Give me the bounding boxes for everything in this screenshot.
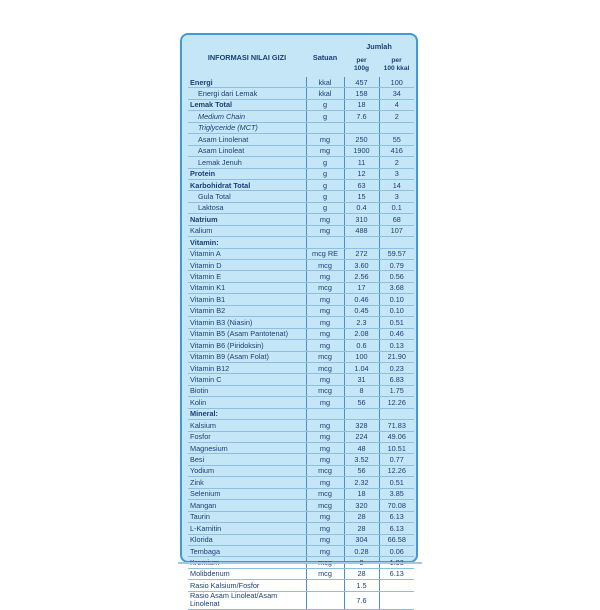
value-per-100g: 328 — [344, 420, 379, 431]
nutrient-name: Magnesium — [188, 443, 306, 454]
nutrient-row — [188, 397, 414, 408]
value-per-100g: 272 — [344, 248, 379, 259]
nutrient-row — [188, 454, 414, 465]
value-per-100kkal — [379, 408, 414, 419]
nutrient-name: Vitamin C — [188, 374, 306, 385]
value-per-100kkal: 68 — [379, 214, 414, 225]
nutrient-unit: mcg — [306, 465, 344, 476]
nutrient-row — [188, 271, 414, 282]
value-per-100kkal: 34 — [379, 88, 414, 99]
nutrient-row — [188, 488, 414, 499]
value-per-100g: 56 — [344, 397, 379, 408]
nutrient-row — [188, 580, 414, 591]
nutrient-row — [188, 545, 414, 556]
nutrient-name: Vitamin B6 (Piridoksin) — [188, 340, 306, 351]
value-per-100g: 15 — [344, 191, 379, 202]
nutrient-unit: mg — [306, 317, 344, 328]
value-per-100kkal: 12.26 — [379, 397, 414, 408]
nutrient-unit: mcg — [306, 568, 344, 579]
value-per-100g: 2.32 — [344, 477, 379, 488]
value-per-100kkal: 6.13 — [379, 523, 414, 534]
value-per-100kkal: 4 — [379, 99, 414, 110]
value-per-100g: 2.08 — [344, 328, 379, 339]
nutrient-row — [188, 294, 414, 305]
nutrient-name: Fosfor — [188, 431, 306, 442]
nutrient-unit: mg — [306, 523, 344, 534]
nutrient-unit: g — [306, 111, 344, 122]
nutrient-unit: mg — [306, 225, 344, 236]
nutrient-unit: mcg — [306, 362, 344, 373]
value-per-100kkal — [379, 237, 414, 248]
value-per-100kkal: 14 — [379, 179, 414, 190]
amount-column-header: Jumlah — [366, 42, 392, 52]
nutrient-row — [188, 122, 414, 133]
value-per-100g: 100 — [344, 351, 379, 362]
nutrient-row — [188, 134, 414, 145]
nutrient-name: Klorida — [188, 534, 306, 545]
nutrient-unit: g — [306, 179, 344, 190]
value-per-100g: 31 — [344, 374, 379, 385]
nutrient-row — [188, 534, 414, 545]
nutrient-unit: mcg — [306, 282, 344, 293]
value-per-100g: 488 — [344, 225, 379, 236]
nutrient-name: Rasio Kalsium/Fosfor — [188, 580, 306, 591]
value-per-100g: 48 — [344, 443, 379, 454]
value-per-100kkal: 0.51 — [379, 477, 414, 488]
nutrient-row — [188, 568, 414, 579]
nutrient-unit — [306, 591, 344, 609]
nutrient-name: Tembaga — [188, 545, 306, 556]
nutrient-name: Laktosa — [188, 202, 306, 213]
nutrient-name: Vitamin D — [188, 260, 306, 271]
value-per-100g: 2.3 — [344, 317, 379, 328]
nutrient-name: Kolin — [188, 397, 306, 408]
nutrient-row — [188, 88, 414, 99]
nutrient-unit: mg — [306, 374, 344, 385]
bottom-divider — [178, 562, 422, 564]
nutrient-name: Zink — [188, 477, 306, 488]
nutrient-unit: mcg — [306, 488, 344, 499]
value-per-100g: 3.60 — [344, 260, 379, 271]
nutrient-name: Vitamin B12 — [188, 362, 306, 373]
nutrient-name: Asam Linoleat — [188, 145, 306, 156]
nutrient-name: Energi — [188, 77, 306, 88]
value-per-100kkal: 21.90 — [379, 351, 414, 362]
per-100g-header: per 100g — [353, 57, 370, 72]
value-per-100g: 158 — [344, 88, 379, 99]
nutrient-row — [188, 111, 414, 122]
nutrient-name: Asam Linolenat — [188, 134, 306, 145]
value-per-100kkal: 70.08 — [379, 500, 414, 511]
value-per-100kkal: 49.06 — [379, 431, 414, 442]
nutrient-name: Vitamin A — [188, 248, 306, 259]
nutrient-name: Vitamin B9 (Asam Folat) — [188, 351, 306, 362]
value-per-100g: 0.45 — [344, 305, 379, 316]
nutrient-name: Yodium — [188, 465, 306, 476]
value-per-100kkal — [379, 122, 414, 133]
value-per-100g: 224 — [344, 431, 379, 442]
value-per-100kkal — [379, 591, 414, 609]
nutrient-name: Taurin — [188, 511, 306, 522]
value-per-100kkal: 0.56 — [379, 271, 414, 282]
nutrition-table — [188, 40, 414, 610]
per-100kkal-header: per 100 kkal — [383, 57, 410, 72]
nutrient-row — [188, 351, 414, 362]
value-per-100g: 11 — [344, 157, 379, 168]
nutrient-unit: g — [306, 157, 344, 168]
nutrient-name: Vitamin B3 (Niasin) — [188, 317, 306, 328]
value-per-100kkal: 3 — [379, 168, 414, 179]
value-per-100kkal: 3.85 — [379, 488, 414, 499]
nutrient-row — [188, 77, 414, 88]
value-per-100g: 17 — [344, 282, 379, 293]
nutrient-unit: mg — [306, 305, 344, 316]
nutrient-name: Vitamin E — [188, 271, 306, 282]
nutrient-row — [188, 385, 414, 396]
nutrient-name: Kalium — [188, 225, 306, 236]
value-per-100kkal — [379, 580, 414, 591]
nutrient-row — [188, 408, 414, 419]
value-per-100kkal: 6.13 — [379, 568, 414, 579]
nutrient-unit: mcg — [306, 260, 344, 271]
value-per-100kkal: 0.06 — [379, 545, 414, 556]
nutrient-name: Biotin — [188, 385, 306, 396]
value-per-100kkal: 0.1 — [379, 202, 414, 213]
value-per-100g — [344, 122, 379, 133]
nutrient-name: Vitamin B1 — [188, 294, 306, 305]
nutrient-name: Molibdenum — [188, 568, 306, 579]
nutrient-name: Vitamin: — [188, 237, 306, 248]
nutrient-row — [188, 374, 414, 385]
value-per-100g: 320 — [344, 500, 379, 511]
nutrient-name: Lemak Total — [188, 99, 306, 110]
nutrient-row — [188, 591, 414, 609]
nutrient-row — [188, 443, 414, 454]
value-per-100kkal: 0.79 — [379, 260, 414, 271]
nutrient-row — [188, 477, 414, 488]
nutrient-row — [188, 317, 414, 328]
nutrient-name: Vitamin K1 — [188, 282, 306, 293]
nutrient-unit: mg — [306, 134, 344, 145]
value-per-100g — [344, 237, 379, 248]
value-per-100g: 63 — [344, 179, 379, 190]
nutrient-unit: mcg — [306, 385, 344, 396]
nutrient-unit: kkal — [306, 88, 344, 99]
value-per-100kkal: 3 — [379, 191, 414, 202]
nutrient-row — [188, 431, 414, 442]
value-per-100g: 28 — [344, 511, 379, 522]
value-per-100kkal: 12.26 — [379, 465, 414, 476]
value-per-100kkal: 416 — [379, 145, 414, 156]
nutrient-unit: mg — [306, 454, 344, 465]
nutrient-row — [188, 465, 414, 476]
nutrient-unit — [306, 408, 344, 419]
value-per-100kkal: 3.68 — [379, 282, 414, 293]
nutrient-rows — [188, 77, 414, 609]
value-per-100kkal: 55 — [379, 134, 414, 145]
nutrient-row — [188, 145, 414, 156]
value-per-100kkal: 0.46 — [379, 328, 414, 339]
nutrient-name: Kalsium — [188, 420, 306, 431]
value-per-100kkal: 10.51 — [379, 443, 414, 454]
nutrient-row — [188, 362, 414, 373]
nutrient-row — [188, 99, 414, 110]
nutrient-row — [188, 328, 414, 339]
nutrient-row — [188, 168, 414, 179]
unit-column-header: Satuan — [312, 53, 338, 63]
nutrient-unit: g — [306, 191, 344, 202]
value-per-100g: 0.6 — [344, 340, 379, 351]
value-per-100kkal: 6.13 — [379, 511, 414, 522]
nutrient-name: Karbohidrat Total — [188, 179, 306, 190]
nutrient-name: Besi — [188, 454, 306, 465]
value-per-100g: 0.4 — [344, 202, 379, 213]
nutrient-unit: mcg — [306, 351, 344, 362]
nutrient-unit: mg — [306, 511, 344, 522]
nutrient-name: Natrium — [188, 214, 306, 225]
nutrient-unit: mg — [306, 443, 344, 454]
value-per-100g: 0.46 — [344, 294, 379, 305]
nutrient-row — [188, 420, 414, 431]
nutrient-name: Gula Total — [188, 191, 306, 202]
nutrient-unit: mg — [306, 340, 344, 351]
value-per-100kkal: 0.51 — [379, 317, 414, 328]
nutrient-name: Triglyceride (MCT) — [188, 122, 306, 133]
nutrient-unit: g — [306, 202, 344, 213]
value-per-100kkal: 0.77 — [379, 454, 414, 465]
nutrient-row — [188, 157, 414, 168]
value-per-100g: 457 — [344, 77, 379, 88]
value-per-100kkal: 1.75 — [379, 385, 414, 396]
value-per-100g: 56 — [344, 465, 379, 476]
nutrient-unit: mg — [306, 545, 344, 556]
value-per-100g: 250 — [344, 134, 379, 145]
nutrient-unit: kkal — [306, 77, 344, 88]
value-per-100g: 310 — [344, 214, 379, 225]
nutrient-unit — [306, 580, 344, 591]
value-per-100g: 18 — [344, 488, 379, 499]
nutrient-unit: mg — [306, 397, 344, 408]
value-per-100kkal: 0.10 — [379, 305, 414, 316]
nutrient-unit — [306, 122, 344, 133]
value-per-100g — [344, 408, 379, 419]
nutrient-row — [188, 214, 414, 225]
value-per-100g: 1.5 — [344, 580, 379, 591]
value-per-100g: 28 — [344, 523, 379, 534]
value-per-100kkal: 71.83 — [379, 420, 414, 431]
value-per-100g: 7.6 — [344, 111, 379, 122]
nutrient-name: Mineral: — [188, 408, 306, 419]
value-per-100kkal: 6.83 — [379, 374, 414, 385]
nutrient-row — [188, 500, 414, 511]
value-per-100kkal: 0.13 — [379, 340, 414, 351]
value-per-100g: 3.52 — [344, 454, 379, 465]
value-per-100g: 7.6 — [344, 591, 379, 609]
value-per-100kkal: 59.57 — [379, 248, 414, 259]
value-per-100g: 1900 — [344, 145, 379, 156]
table-title: INFORMASI NILAI GIZI — [207, 53, 287, 63]
nutrient-row — [188, 237, 414, 248]
nutrient-name: Vitamin B5 (Asam Pantotenat) — [188, 328, 306, 339]
nutrient-unit: mg — [306, 431, 344, 442]
value-per-100g: 2.56 — [344, 271, 379, 282]
value-per-100g: 8 — [344, 385, 379, 396]
value-per-100kkal: 100 — [379, 77, 414, 88]
nutrient-row — [188, 523, 414, 534]
nutrient-unit: mg — [306, 271, 344, 282]
value-per-100kkal: 107 — [379, 225, 414, 236]
value-per-100kkal: 0.23 — [379, 362, 414, 373]
nutrient-row — [188, 191, 414, 202]
value-per-100g: 304 — [344, 534, 379, 545]
nutrient-row — [188, 202, 414, 213]
nutrient-row — [188, 248, 414, 259]
nutrient-row — [188, 282, 414, 293]
nutrient-row — [188, 340, 414, 351]
nutrient-name: Rasio Asam Linoleat/Asam Linolenat — [188, 591, 306, 609]
value-per-100g: 18 — [344, 99, 379, 110]
nutrient-name: Protein — [188, 168, 306, 179]
value-per-100g: 0.28 — [344, 545, 379, 556]
nutrient-unit: mg — [306, 214, 344, 225]
nutrient-row — [188, 179, 414, 190]
value-per-100kkal: 2 — [379, 157, 414, 168]
nutrient-name: Mangan — [188, 500, 306, 511]
nutrient-unit: mg — [306, 420, 344, 431]
nutrient-row — [188, 511, 414, 522]
nutrient-row — [188, 260, 414, 271]
nutrient-name: Lemak Jenuh — [188, 157, 306, 168]
nutrient-name: Vitamin B2 — [188, 305, 306, 316]
nutrient-unit: mg — [306, 328, 344, 339]
nutrition-facts-panel — [180, 33, 418, 609]
nutrient-unit: mcg — [306, 500, 344, 511]
nutrient-unit: mg — [306, 534, 344, 545]
value-per-100kkal: 0.10 — [379, 294, 414, 305]
nutrient-row — [188, 305, 414, 316]
nutrient-unit: g — [306, 168, 344, 179]
nutrient-unit: g — [306, 99, 344, 110]
nutrient-name: L-Karnitin — [188, 523, 306, 534]
value-per-100kkal: 66.58 — [379, 534, 414, 545]
nutrient-unit: mg — [306, 294, 344, 305]
nutrient-unit: mg — [306, 145, 344, 156]
nutrient-name: Medium Chain — [188, 111, 306, 122]
value-per-100g: 12 — [344, 168, 379, 179]
nutrient-unit: mg — [306, 477, 344, 488]
nutrient-unit: mcg RE — [306, 248, 344, 259]
nutrient-unit — [306, 237, 344, 248]
value-per-100g: 28 — [344, 568, 379, 579]
nutrient-name: Selenium — [188, 488, 306, 499]
value-per-100g: 1.04 — [344, 362, 379, 373]
nutrient-row — [188, 225, 414, 236]
value-per-100kkal: 2 — [379, 111, 414, 122]
nutrient-name: Energi dari Lemak — [188, 88, 306, 99]
